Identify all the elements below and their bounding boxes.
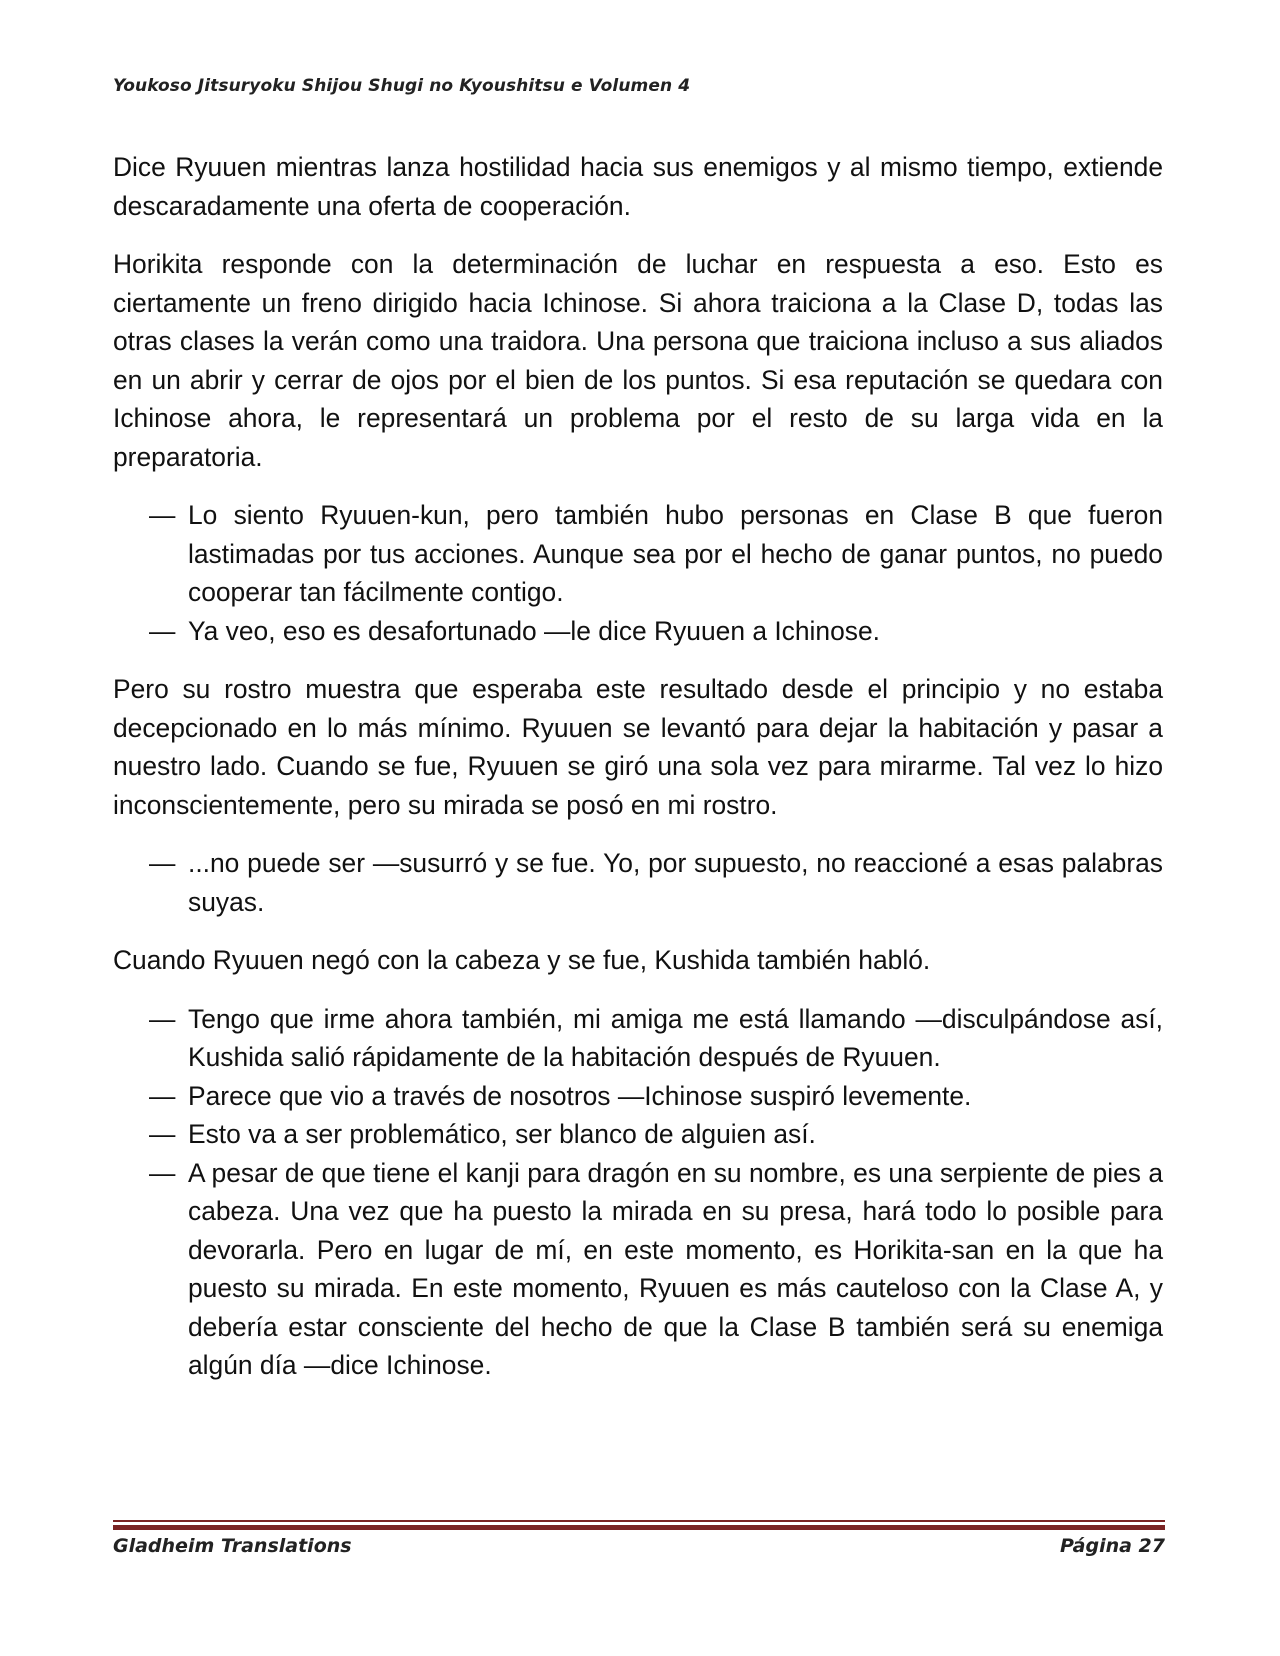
paragraph: Pero su rostro muestra que esperaba este resultado desde el principio y no estaba decepcionado en lo más mínimo. Ryuuen se levantó para dejar la habitación y pasar a nuestro lado. Cuando se fue, Ryuuen se giró una sola vez para mirarme. Tal vez lo hizo inconscientemente, pero su mirada se posó en mi rostro.	[113, 674, 1163, 820]
em-dash	[149, 1115, 175, 1154]
paragraph: Cuando Ryuuen negó con la cabeza y se fue, Kushida también habló.	[113, 945, 931, 975]
dialogue-text: ...no puede ser —susurró y se fue. Yo, por supuesto, no reaccioné a esas palabras suyas.	[188, 848, 1163, 917]
page-number: Página 27	[1059, 1535, 1165, 1557]
paragraph: Dice Ryuuen mientras lanza hostilidad hacia sus enemigos y al mismo tiempo, extiende descaradamente una oferta de cooperación.	[113, 152, 1163, 221]
running-header: Youkoso Jitsuryoku Shijou Shugi no Kyoushitsu e Volumen 4	[113, 76, 691, 96]
dialogue-line	[113, 612, 1163, 651]
footer-divider-thin	[113, 1520, 1165, 1522]
em-dash	[149, 844, 175, 883]
dialogue-line	[113, 1077, 1163, 1116]
em-dash	[149, 612, 175, 651]
dialogue-line	[113, 1154, 1163, 1385]
dialogue-text: Parece que vio a través de nosotros —Ichinose suspiró levemente.	[188, 1080, 972, 1111]
em-dash	[149, 1154, 175, 1193]
page-body	[113, 148, 1163, 1405]
footer-credit: Gladheim Translations	[113, 1535, 352, 1557]
document-page	[113, 0, 1163, 1656]
dialogue-text: Ya veo, eso es desafortunado —le dice Ryuuen a Ichinose.	[188, 615, 880, 646]
dialogue-text: Esto va a ser problemático, ser blanco de alguien así.	[188, 1119, 816, 1149]
em-dash	[149, 1077, 175, 1116]
dialogue-line	[113, 1115, 1163, 1154]
dialogue-block	[113, 844, 1163, 921]
dialogue-text: Tengo que irme ahora también, mi amiga me está llamando —disculpándose así, Kushida salió rápidamente de la habitación después de Ryuuen.	[188, 1003, 1163, 1072]
dialogue-line	[113, 844, 1163, 921]
footer-divider	[113, 1520, 1165, 1530]
footer-divider-thick	[113, 1525, 1165, 1530]
em-dash	[149, 496, 175, 535]
em-dash	[149, 1000, 175, 1039]
dialogue-text: Lo siento Ryuuen-kun, pero también hubo personas en Clase B que fueron lastimadas por tus acciones. Aunque sea por el hecho de ganar puntos, no puedo cooperar tan fácilmente contigo.	[188, 500, 1163, 607]
dialogue-text: A pesar de que tiene el kanji para dragón en su nombre, es una serpiente de pies a cabeza. Una vez que ha puesto la mirada en su presa, hará todo lo posible para devorarla. Pero en lugar de mí, en este momento, es Horikita-san en la que ha puesto su mirada. En este momento, Ryuuen es más cauteloso con la Clase A, y debería estar consciente del hecho de que la Clase B también será su enemiga algún día —dice Ichinose.	[188, 1157, 1163, 1380]
dialogue-block	[113, 496, 1163, 650]
paragraph: Horikita responde con la determinación de luchar en respuesta a eso. Esto es ciertamente un freno dirigido hacia Ichinose. Si ahora traiciona a la Clase D, todas las otras clases la verán como una traidora. Una persona que traiciona incluso a sus aliados en un abrir y cerrar de ojos por el bien de los puntos. Si esa reputación se quedara con Ichinose ahora, le representará un problema por el resto de su larga vida en la preparatoria.	[113, 249, 1163, 472]
dialogue-line	[113, 496, 1163, 612]
dialogue-block	[113, 1000, 1163, 1385]
dialogue-line	[113, 1000, 1163, 1077]
